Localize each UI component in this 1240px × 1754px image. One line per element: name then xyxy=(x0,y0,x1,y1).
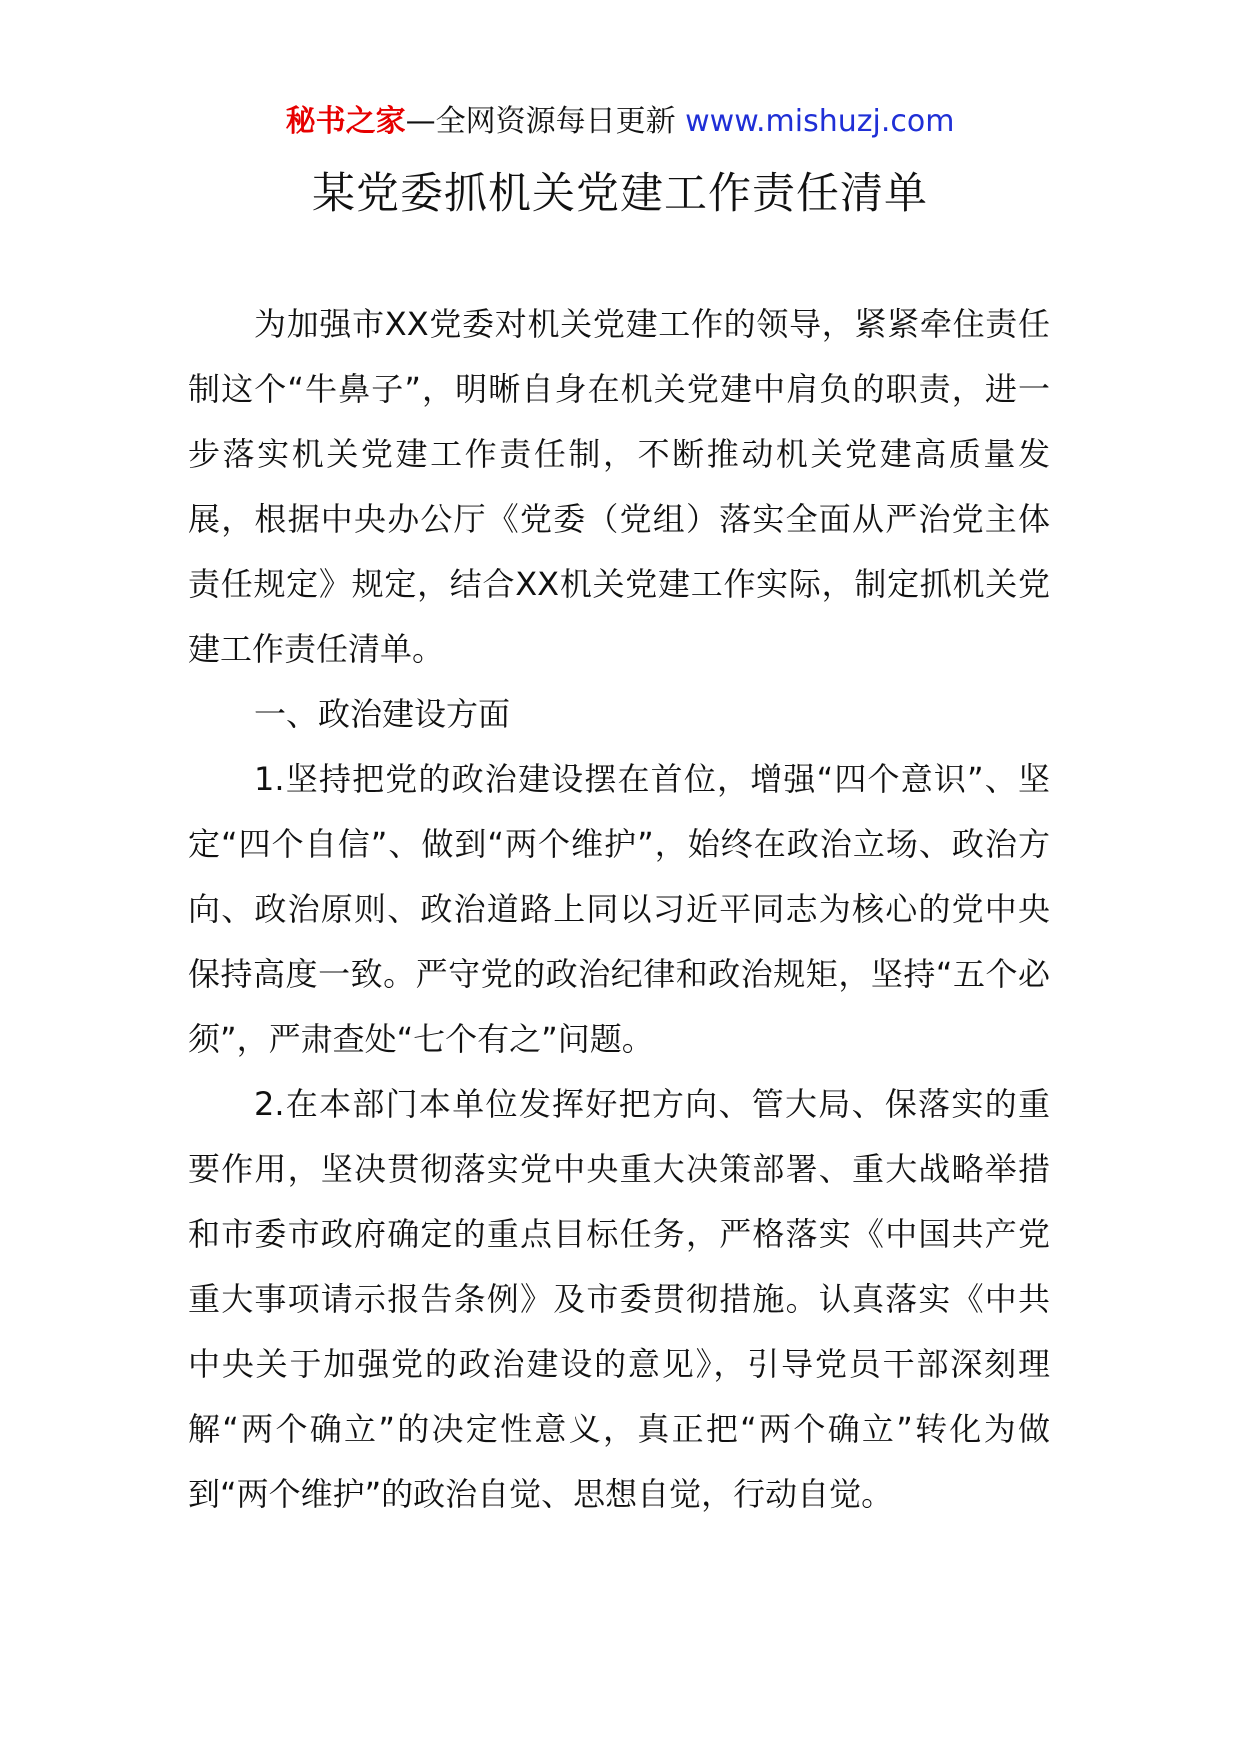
intro-paragraph: 为加强市XX党委对机关党建工作的领导，紧紧牵住责任制这个“牛鼻子”，明晰自身在机关党建中肩负的职责，进一步落实机关党建工作责任制，不断推动机关党建高质量发展，根据中央办公厅《党委（党组）落实全面从严治党主体责任规定》规定，结合XX机关党建工作实际，制定抓机关党建工作责任清单。 xyxy=(188,305,1050,668)
section-heading: 一、政治建设方面 xyxy=(254,695,511,733)
item-paragraph-1: 1.坚持把党的政治建设摆在首位，增强“四个意识”、坚定“四个自信”、做到“两个维护”，始终在政治立场、政治方向、政治原则、政治道路上同以习近平同志为核心的党中央保持高度一致。严守党的政治纪律和政治规矩，坚持“五个必须”，严肃查处“七个有之”问题。 xyxy=(188,760,1050,1058)
site-brand: 秘书之家 xyxy=(285,104,406,139)
item-paragraph-2: 2.在本部门本单位发挥好把方向、管大局、保落实的重要作用，坚决贯彻落实党中央重大决策部署、重大战略举措和市委市政府确定的重点目标任务，严格落实《中国共产党重大事项请示报告条例》及市委贯彻措施。认真落实《中共中央关于加强党的政治建设的意见》，引导党员干部深刻理解“两个确立”的决定性意义，真正把“两个确立”转化为做到“两个维护”的政治自觉、思想自觉，行动自觉。 xyxy=(188,1085,1050,1513)
site-url-link[interactable]: www.mishuzj.com xyxy=(685,104,955,139)
document-body xyxy=(188,292,1050,1527)
document-title: 某党委抓机关党建工作责任清单 xyxy=(312,169,928,219)
site-header xyxy=(0,100,1240,144)
site-tagline: —全网资源每日更新 xyxy=(405,104,676,139)
